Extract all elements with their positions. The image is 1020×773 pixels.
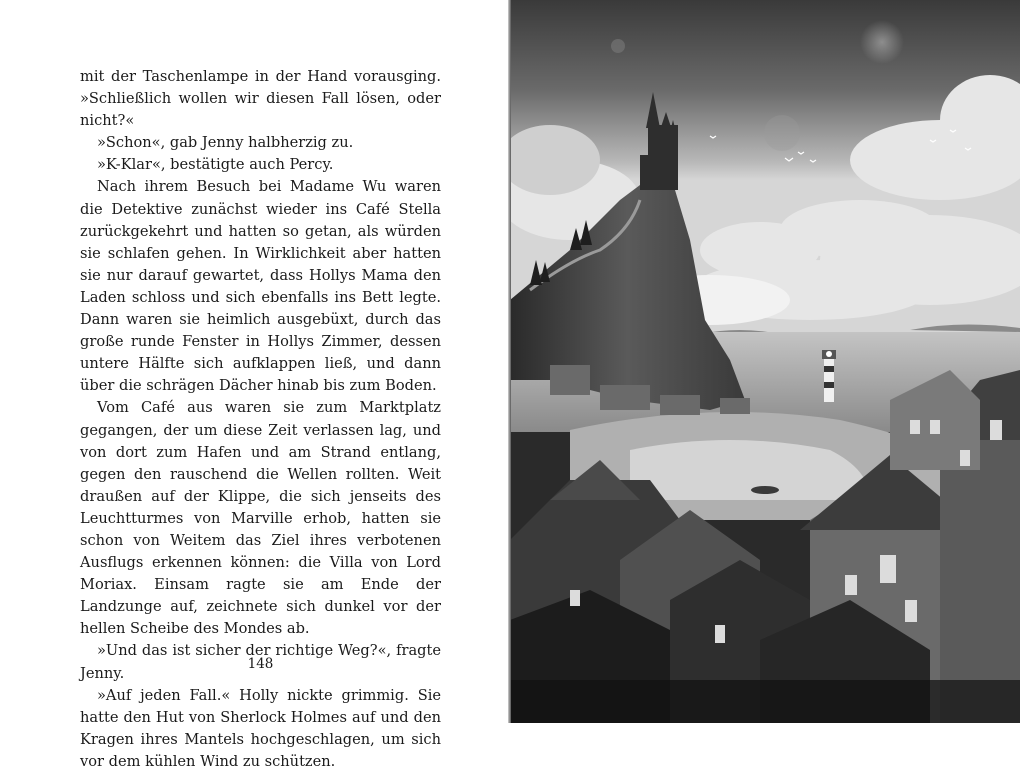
page-number: 148 — [247, 656, 274, 672]
paragraph: Vom Café aus waren sie zum Marktplatz gegangen, der um diese Zeit verlassen lag, und von dort zum Hafen und am Strand entlang, gegen den rauschend die Wellen rollten. Weit draußen auf der Klippe, die sich jenseits des Leuchtturmes von Marville erhob, hatten sie schon von Weitem das Ziel ihres verbotenen Ausflugs erkennen können: die Villa von Lord Moriax. Einsam ragte sie am Ende der Landzunge auf, zeichnete sich dunkel vor der hellen Scheibe des Mondes ab. — [80, 399, 441, 638]
paragraph: mit der Taschenlampe in der Hand vorausging. »Schließlich wollen wir diesen Fall lösen, oder nicht?« — [80, 68, 441, 130]
right-page-illustration — [510, 0, 1020, 723]
paragraph: »Und das ist sicher der richtige Weg?«, fragte Jenny. — [80, 642, 441, 682]
paragraph: »Auf jeden Fall.« Holly nickte grimmig. Sie hatte den Hut von Sherlock Holmes auf und den Kragen ihres Mantels hochgeschlagen, um sich vor dem kühlen Wind zu schützen. — [80, 686, 441, 770]
coastal-town-illustration — [510, 0, 1020, 723]
book-gutter — [508, 0, 511, 723]
left-page — [0, 0, 510, 770]
boat — [751, 486, 779, 494]
paragraph: Nach ihrem Besuch bei Madame Wu waren die Detektive zunächst wieder ins Café Stella zurückgekehrt und hatten so getan, als würden sie schlafen gehen. In Wirklichkeit aber hatten sie nur darauf gewartet, dass Hollys Mama den Laden schloss und sich ebenfalls ins Bett legte. Dann waren sie heimlich ausgebüxt, durch das große runde Fenster in Hollys Zimmer, dessen untere Hälfte sich aufklappen ließ, und dann über die schrägen Dächer hinab bis zum Boden. — [80, 178, 441, 395]
paragraph: »K-Klar«, bestätigte auch Percy. — [97, 156, 334, 174]
paragraph: »Schon«, gab Jenny halbherzig zu. — [97, 134, 354, 152]
lighthouse — [822, 350, 836, 402]
